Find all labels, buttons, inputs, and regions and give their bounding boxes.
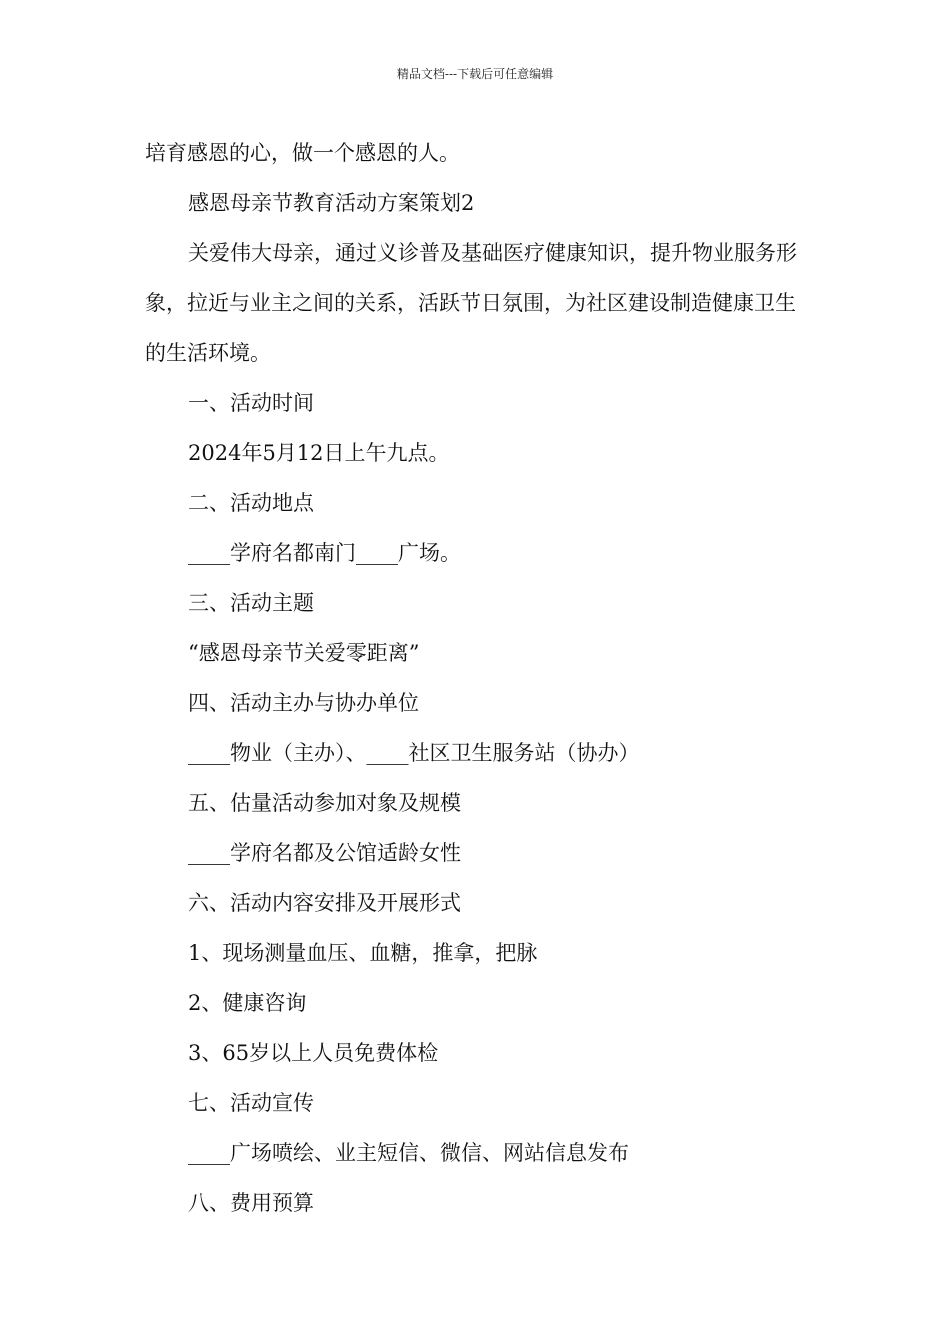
heading-budget: 八、费用预算: [188, 1191, 314, 1215]
publicity-value: ____广场喷绘、业主短信、微信、网站信息发布: [188, 1141, 629, 1165]
intro-paragraph: 关爱伟大母亲，通过义诊普及基础医疗健康知识，提升物业服务形象，拉近与业主之间的关系，活跃节日氛围，为社区建设制造健康卫生的生活环境。: [145, 241, 797, 365]
heading-publicity: 七、活动宣传: [188, 1091, 314, 1115]
section-title: 感恩母亲节教育活动方案策划2: [188, 191, 475, 215]
paragraph-closing-line: 培育感恩的心，做一个感恩的人。: [145, 141, 460, 165]
activity-location-value: ____学府名都南门____广场。: [188, 541, 461, 565]
content-item-2: 2、健康咨询: [188, 991, 307, 1015]
content-item-3: 3、65岁以上人员免费体检: [188, 1041, 439, 1065]
participants-value: ____学府名都及公馆适龄女性: [188, 841, 461, 865]
activity-theme-value: “感恩母亲节关爱零距离”: [188, 641, 420, 665]
heading-activity-theme: 三、活动主题: [188, 591, 314, 615]
heading-activity-location: 二、活动地点: [188, 491, 314, 515]
page-header: 精品文档---下载后可任意编辑: [396, 67, 554, 81]
heading-activity-content: 六、活动内容安排及开展形式: [188, 891, 461, 915]
document-body: [145, 128, 815, 1228]
content-item-1: 1、现场测量血压、血糖，推拿，把脉: [188, 941, 538, 965]
heading-activity-time: 一、活动时间: [188, 391, 314, 415]
heading-organizers: 四、活动主办与协办单位: [188, 691, 419, 715]
heading-participants: 五、估量活动参加对象及规模: [188, 791, 461, 815]
organizers-value: ____物业（主办）、____社区卫生服务站（协办）: [188, 741, 640, 765]
activity-time-value: 2024年5月12日上午九点。: [188, 441, 450, 465]
